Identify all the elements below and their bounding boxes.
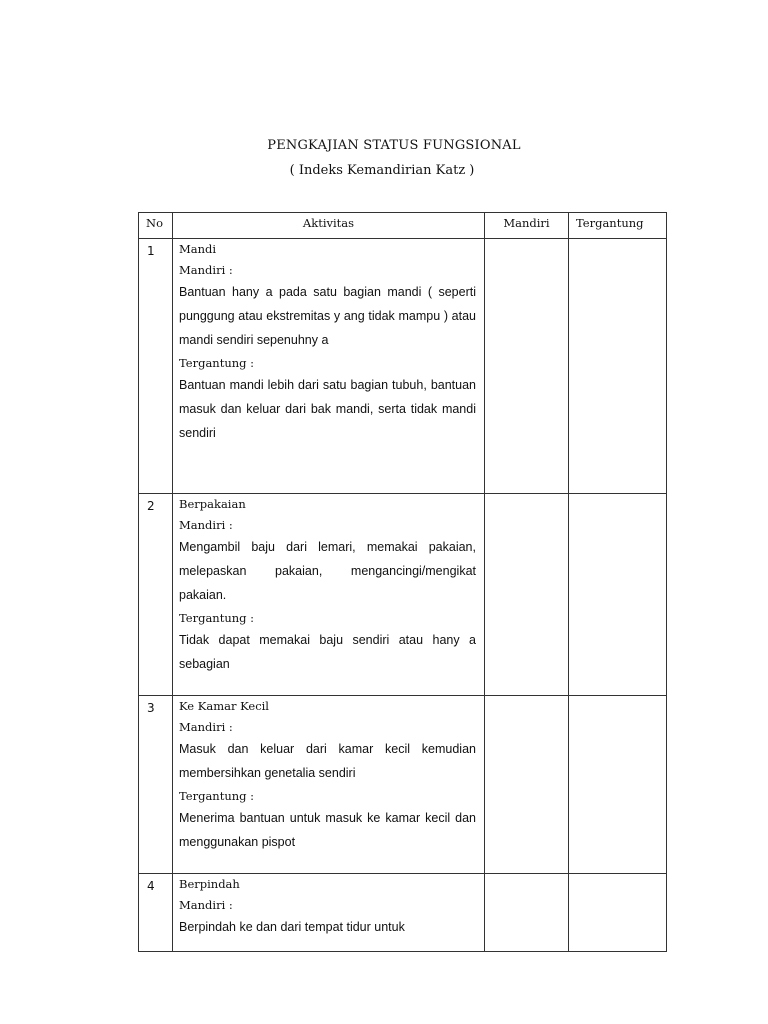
independent-description: Berpindah ke dan dari tempat tidur untuk bbox=[179, 920, 405, 934]
independent-label: Mandiri : bbox=[179, 898, 233, 912]
independent-description: Mengambil baju dari lemari, memakai pakaian, melepaskan pakaian, mengancingi/mengikat pakaian. bbox=[179, 540, 476, 602]
activity-cell bbox=[173, 874, 485, 952]
independent-score-cell[interactable] bbox=[485, 494, 569, 696]
row-number: 3 bbox=[139, 696, 173, 874]
row-number: 2 bbox=[139, 494, 173, 696]
dependent-score-cell[interactable] bbox=[569, 239, 667, 494]
katz-index-table bbox=[138, 212, 667, 952]
independent-score-cell[interactable] bbox=[485, 239, 569, 494]
table-row bbox=[139, 494, 667, 696]
table-row bbox=[139, 696, 667, 874]
document-subtitle: ( Indeks Kemandirian Katz ) bbox=[289, 163, 475, 178]
dependent-score-cell[interactable] bbox=[569, 874, 667, 952]
dependent-description: Bantuan mandi lebih dari satu bagian tubuh, bantuan masuk dan keluar dari bak mandi, serta tidak mandi sendiri bbox=[179, 378, 476, 440]
independent-label: Mandiri : bbox=[179, 263, 233, 277]
dependent-label: Tergantung : bbox=[179, 611, 255, 625]
activity-cell bbox=[173, 494, 485, 696]
table-header-row bbox=[139, 213, 667, 239]
header-dependent: Tergantung bbox=[569, 213, 667, 239]
independent-description: Masuk dan keluar dari kamar kecil kemudian membersihkan genetalia sendiri bbox=[179, 742, 476, 780]
activity-cell bbox=[173, 696, 485, 874]
document-title: PENGKAJIAN STATUS FUNGSIONAL bbox=[267, 138, 521, 153]
dependent-description: Menerima bantuan untuk masuk ke kamar kecil dan menggunakan pispot bbox=[179, 811, 476, 849]
row-number: 4 bbox=[139, 874, 173, 952]
dependent-score-cell[interactable] bbox=[569, 696, 667, 874]
dependent-score-cell[interactable] bbox=[569, 494, 667, 696]
header-no: No bbox=[139, 213, 173, 239]
row-number: 1 bbox=[139, 239, 173, 494]
independent-label: Mandiri : bbox=[179, 720, 233, 734]
dependent-label: Tergantung : bbox=[179, 356, 255, 370]
activity-cell bbox=[173, 239, 485, 494]
activity-name: Mandi bbox=[179, 242, 217, 256]
header-activity: Aktivitas bbox=[173, 213, 485, 239]
independent-score-cell[interactable] bbox=[485, 696, 569, 874]
table-row bbox=[139, 874, 667, 952]
independent-score-cell[interactable] bbox=[485, 874, 569, 952]
independent-description: Bantuan hany a pada satu bagian mandi ( seperti punggung atau ekstremitas y ang tidak mampu ) atau mandi sendiri sepenuhny a bbox=[179, 285, 476, 347]
activity-name: Ke Kamar Kecil bbox=[179, 699, 269, 713]
dependent-label: Tergantung : bbox=[179, 789, 255, 803]
header-independent: Mandiri bbox=[485, 213, 569, 239]
dependent-description: Tidak dapat memakai baju sendiri atau hany a sebagian bbox=[179, 633, 476, 671]
activity-name: Berpindah bbox=[179, 877, 240, 891]
independent-label: Mandiri : bbox=[179, 518, 233, 532]
activity-name: Berpakaian bbox=[179, 497, 246, 511]
table-row bbox=[139, 239, 667, 494]
